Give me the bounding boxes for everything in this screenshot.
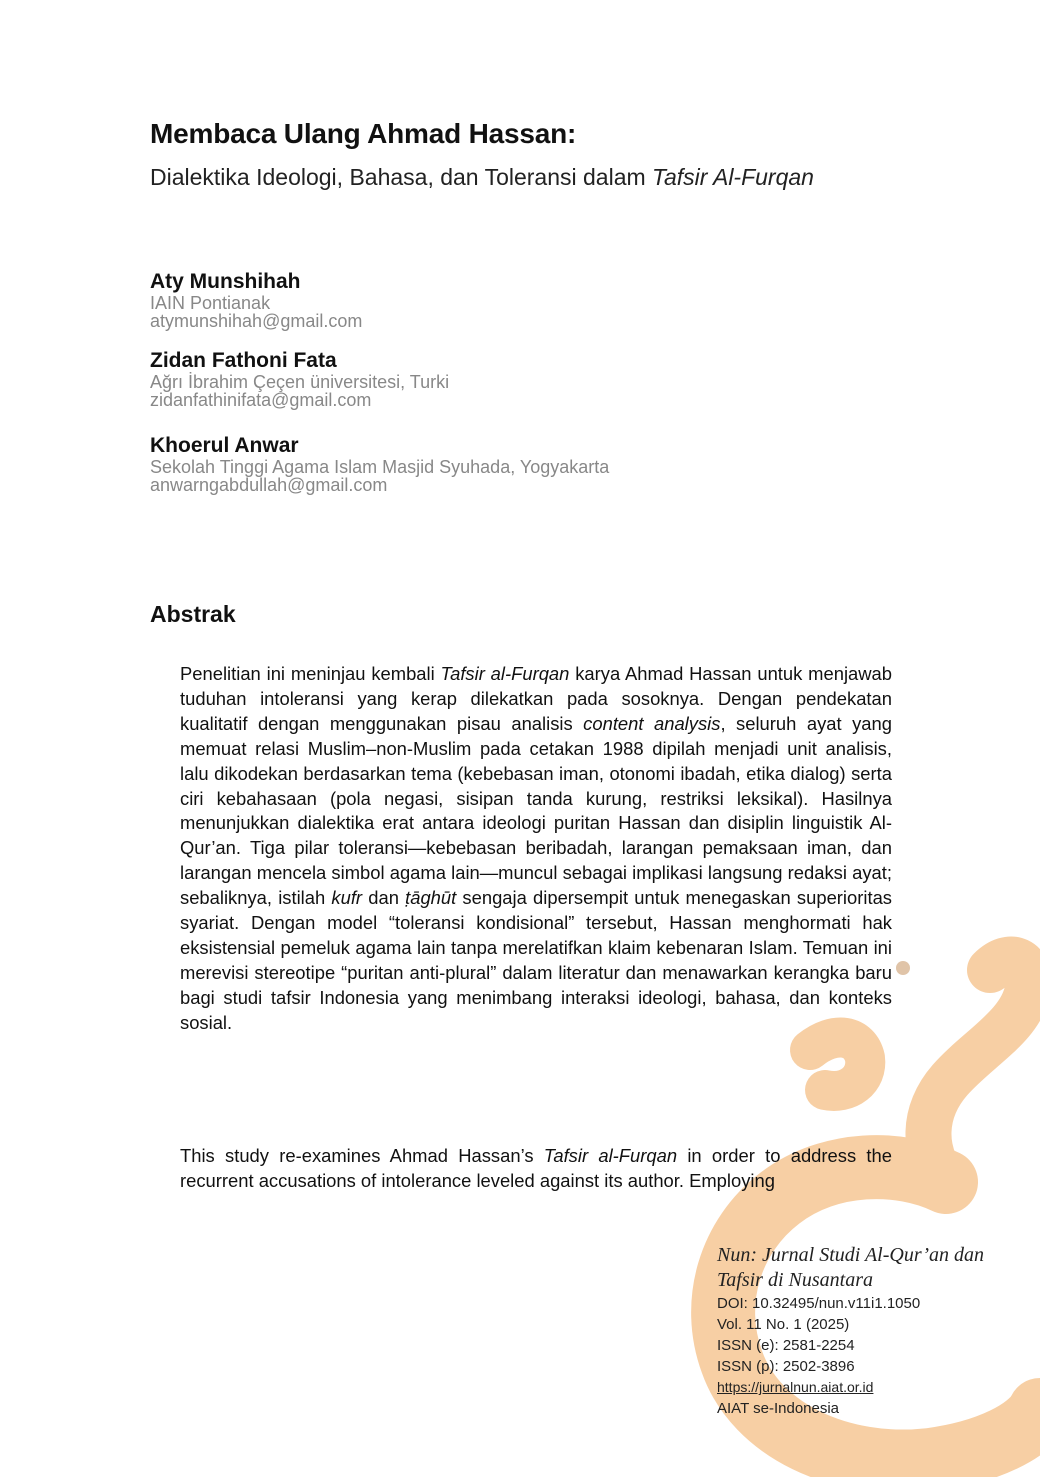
- abstract-italic: Tafsir al-Furqan: [543, 1145, 678, 1166]
- journal-name-line1: Nun: Jurnal Studi Al-Qur’an dan: [717, 1244, 985, 1266]
- abstract-italic: Tafsir al-Furqan: [440, 663, 570, 684]
- abstract-italic: kufr: [331, 887, 363, 909]
- abstract-text: , seluruh ayat yang memuat relasi Muslim–non-Muslim pada cetakan 1988 dipilah menjadi unit analisis, lalu dikodekan berdasarkan tema (kebebasan iman, otonomi ibadah, etika dialog) serta ciri kebahasaan (pola negasi, sisipan tanda kurung, restriksi leksikal). Hasilnya menunjukkan dialektika erat antara ideologi puritan Hassan dan disiplin linguistik Al-Qur’an. Tiga pilar toleransi—kebebasan beribadah, larangan pemaksaan iman, dan larangan mencela simbol agama lain—muncul sebagai implikasi langsung redaksi ayat; sebaliknya, istilah: [180, 712, 892, 909]
- abstract-text: Penelitian ini meninjau kembali: [180, 663, 441, 684]
- journal-issn-e: ISSN (e): 2581-2254: [717, 1337, 855, 1354]
- author-email: anwarngabdullah@gmail.com: [150, 475, 388, 495]
- abstract-text: dan: [362, 887, 406, 909]
- subtitle-italic: Tafsir Al-Furqan: [652, 164, 814, 190]
- author-affiliation: IAIN Pontianak: [150, 293, 271, 313]
- abstract-text: sengaja dipersempit untuk menegaskan superioritas syariat. Dengan model “toleransi kondisional” tersebut, Hassan menghormati hak eksistensial pemeluk agama lain tanpa merelatifkan klaim kebenaran Islam. Temuan ini merevisi stereotipe “puritan anti-plural” dalam literatur dan menawarkan kerangka baru bagi studi tafsir Indonesia yang menimbang interaksi ideologi, bahasa, dan konteks sosial.: [180, 887, 892, 1033]
- journal-url-link[interactable]: https://jurnalnun.aiat.or.id: [717, 1379, 874, 1395]
- journal-doi: DOI: 10.32495/nun.v11i1.1050: [717, 1295, 921, 1312]
- author-block: [150, 434, 609, 494]
- abstract-italic: ṭāghūt: [405, 887, 457, 909]
- abstract-paragraph-id: [180, 662, 892, 1036]
- paper-title: Membaca Ulang Ahmad Hassan:: [150, 118, 577, 149]
- abstract-heading: Abstrak: [150, 601, 236, 627]
- journal-publisher: AIAT se-Indonesia: [717, 1400, 840, 1417]
- paper-subtitle: [150, 164, 814, 191]
- abstract-italic: content analysis: [583, 712, 721, 734]
- author-block: [150, 349, 449, 409]
- abstract-paragraph-en: [180, 1143, 892, 1193]
- journal-name-line2: Tafsir di Nusantara: [717, 1269, 873, 1291]
- abstract-text: in order to address the recurrent accusations of intolerance leveled against its author. Employing: [180, 1145, 892, 1191]
- author-affiliation: Sekolah Tinggi Agama Islam Masjid Syuhada, Yogyakarta: [150, 457, 610, 477]
- author-name: Aty Munshihah: [150, 270, 301, 293]
- author-name: Zidan Fathoni Fata: [150, 349, 337, 372]
- author-name: Khoerul Anwar: [150, 434, 299, 457]
- abstract-text: karya Ahmad Hassan untuk menjawab tuduhan intoleransi yang kerap dilekatkan pada sosoknya. Dengan pendekatan kualitatif dengan menggunakan pisau analisis: [180, 663, 892, 734]
- subtitle-text: Dialektika Ideologi, Bahasa, dan Toleransi dalam: [150, 164, 653, 190]
- author-email: atymunshihah@gmail.com: [150, 311, 363, 331]
- journal-issn-p: ISSN (p): 2502-3896: [717, 1358, 855, 1375]
- author-block: [150, 270, 362, 330]
- author-email: zidanfathinifata@gmail.com: [150, 390, 372, 410]
- abstract-text: This study re-examines Ahmad Hassan’s: [180, 1145, 544, 1166]
- journal-info: [717, 1243, 1017, 1419]
- journal-volume: Vol. 11 No. 1 (2025): [717, 1316, 850, 1333]
- author-affiliation: Ağrı İbrahim Çeçen üniversitesi, Turki: [150, 372, 450, 392]
